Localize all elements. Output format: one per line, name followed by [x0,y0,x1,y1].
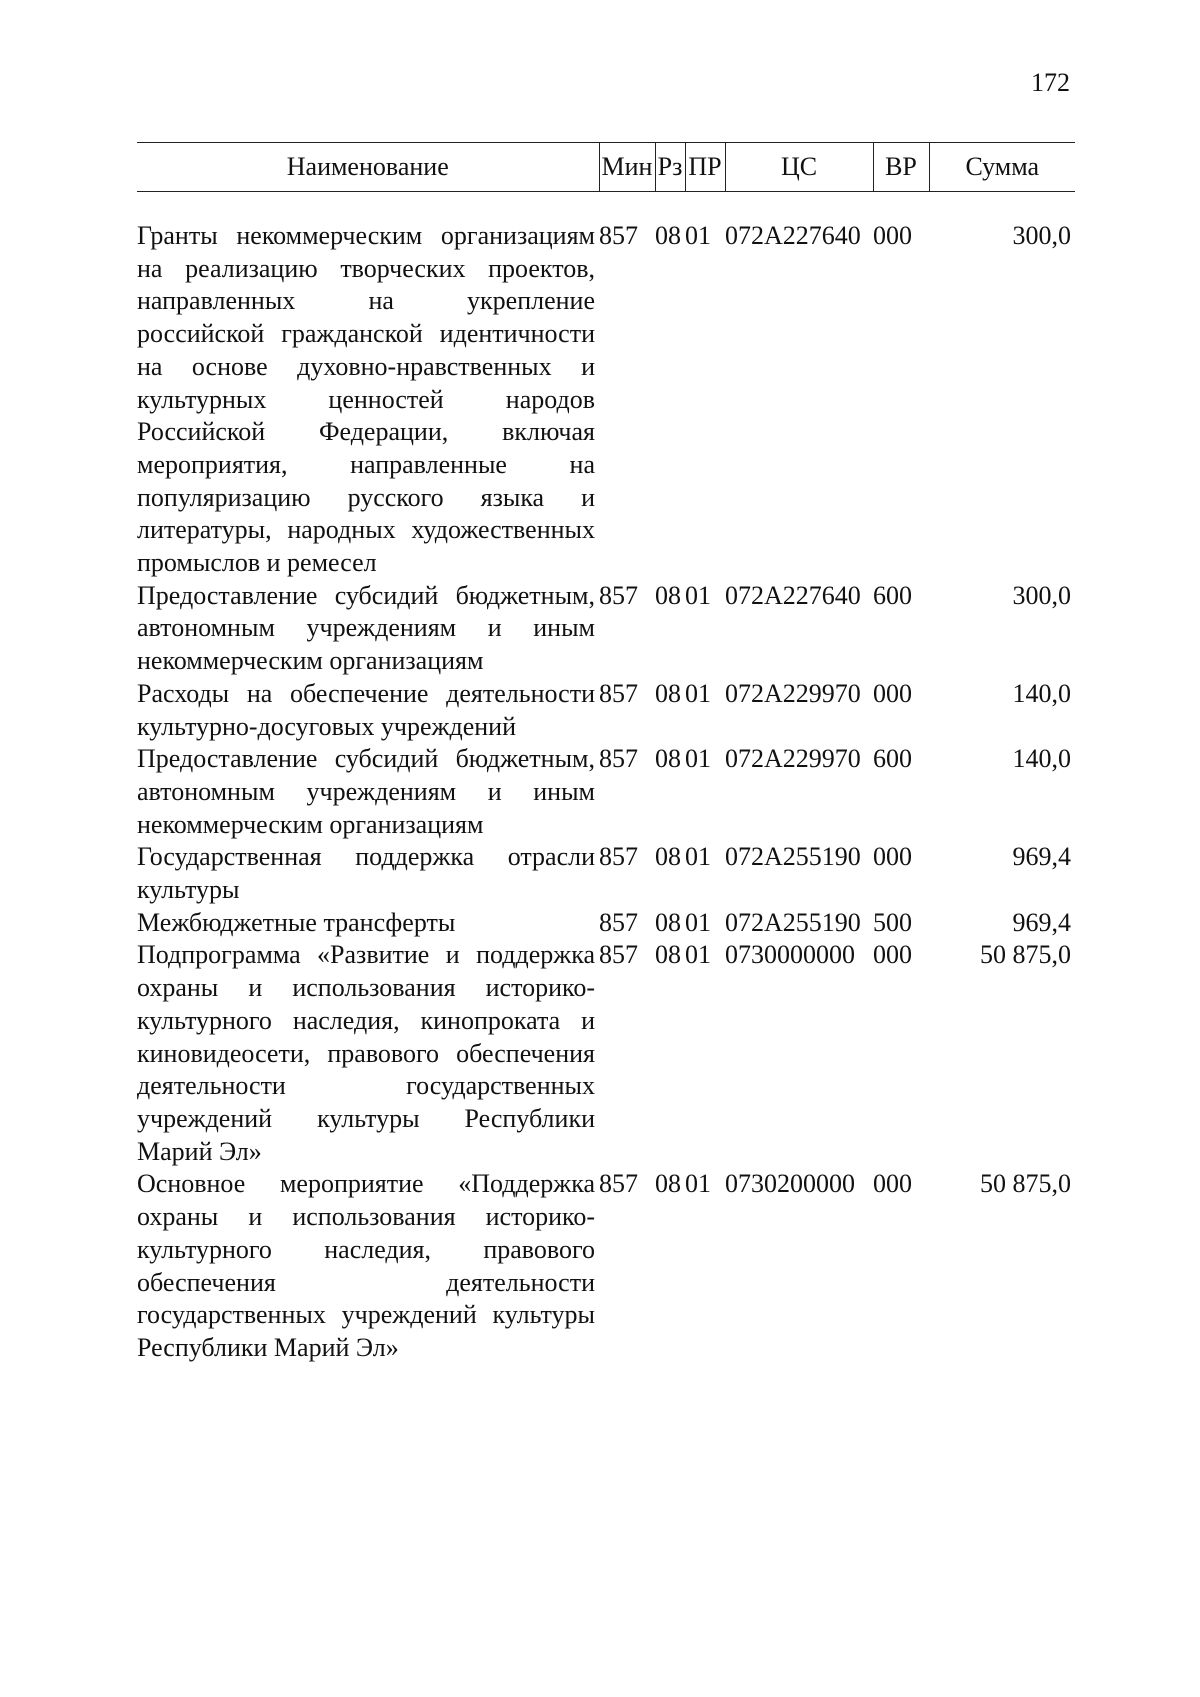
header-pr: ПР [685,143,725,192]
row-sum: 140,0 [1012,744,1071,774]
table-row [137,678,1075,743]
row-cs: 072A229970 [725,744,861,774]
row-min: 857 [599,221,638,250]
row-name: Предоставление субсидий бюджетным, автономным учреждениям и иным некоммерческим организациям [137,744,595,839]
row-vr: 000 [873,940,912,970]
table-row [137,1168,1075,1364]
row-rz: 08 [655,842,681,872]
row-vr: 000 [873,1169,912,1199]
header-name: Наименование [137,143,599,192]
table-row [137,939,1075,1168]
row-cs: 072A227640 [725,221,861,250]
row-cs: 072A227640 [725,580,861,610]
row-sum: 50 875,0 [980,1169,1071,1199]
row-pr: 01 [685,678,711,708]
row-sum: 969,4 [1012,907,1071,937]
header-cs: ЦС [725,143,873,192]
row-vr: 000 [873,678,912,708]
row-sum: 140,0 [1012,678,1071,708]
row-sum: 50 875,0 [980,940,1071,970]
row-name: Основное мероприятие «Поддержка охраны и использования историко-культурного наследия, правового обеспечения деятельности государственных учреждений культуры Республики Марий Эл» [137,1169,595,1362]
header-sum: Сумма [929,143,1075,192]
row-pr: 01 [685,744,711,774]
row-sum: 969,4 [1012,842,1071,872]
row-name: Расходы на обеспечение деятельности культурно-досуговых учреждений [137,678,595,741]
row-min: 857 [599,907,638,937]
row-sum: 300,0 [1012,221,1071,250]
row-vr: 500 [873,907,912,937]
row-pr: 01 [685,907,711,937]
table-row [137,841,1075,906]
row-min: 857 [599,580,638,610]
row-rz: 08 [655,221,681,250]
budget-table [137,142,1075,1365]
row-min: 857 [599,1169,638,1199]
row-vr: 600 [873,580,912,610]
row-name: Межбюджетные трансферты [137,907,456,937]
table-row [137,220,1075,580]
row-min: 857 [599,678,638,708]
header-vr: ВР [873,143,929,192]
row-cs: 072A229970 [725,678,861,708]
row-name: Гранты некоммерческим организациям на реализацию творческих проектов, направленных на укрепление российской гражданской идентичности на основе духовно-нравственных и культурных ценностей народов Российской Федерации, включая мероприятия, направленные на популяризацию русского языка и литературы, народных художественных промыслов и ремесел [137,221,595,578]
row-pr: 01 [685,940,711,970]
row-name: Государственная поддержка отрасли культуры [137,842,595,905]
row-cs: 0730000000 [725,940,855,970]
page-number: 172 [1031,68,1070,97]
row-rz: 08 [655,580,681,610]
row-rz: 08 [655,744,681,774]
row-min: 857 [599,940,638,970]
row-vr: 000 [873,221,912,250]
row-cs: 072A255190 [725,842,861,872]
row-pr: 01 [685,580,711,610]
table-row [137,580,1075,678]
header-min: Мин [599,143,655,192]
table-row [137,743,1075,841]
row-name: Предоставление субсидий бюджетным, автономным учреждениям и иным некоммерческим организациям [137,580,595,676]
row-min: 857 [599,744,638,774]
row-cs: 072A255190 [725,907,861,937]
row-pr: 01 [685,1169,711,1199]
row-pr: 01 [685,221,711,250]
row-rz: 08 [655,940,681,970]
row-cs: 0730200000 [725,1169,855,1199]
row-rz: 08 [655,907,681,937]
row-rz: 08 [655,678,681,708]
row-pr: 01 [685,842,711,872]
header-rz: Рз [655,143,685,192]
row-min: 857 [599,842,638,872]
row-vr: 000 [873,842,912,872]
row-vr: 600 [873,744,912,774]
row-name: Подпрограмма «Развитие и поддержка охраны и использования историко-культурного наследия, кинопроката и киновидеосети, правового обеспечения деятельности государственных учреждений культуры Республики Марий Эл» [137,940,595,1166]
row-rz: 08 [655,1169,681,1199]
table-row [137,907,1075,940]
table-header-row [137,143,1075,192]
row-sum: 300,0 [1012,580,1071,610]
